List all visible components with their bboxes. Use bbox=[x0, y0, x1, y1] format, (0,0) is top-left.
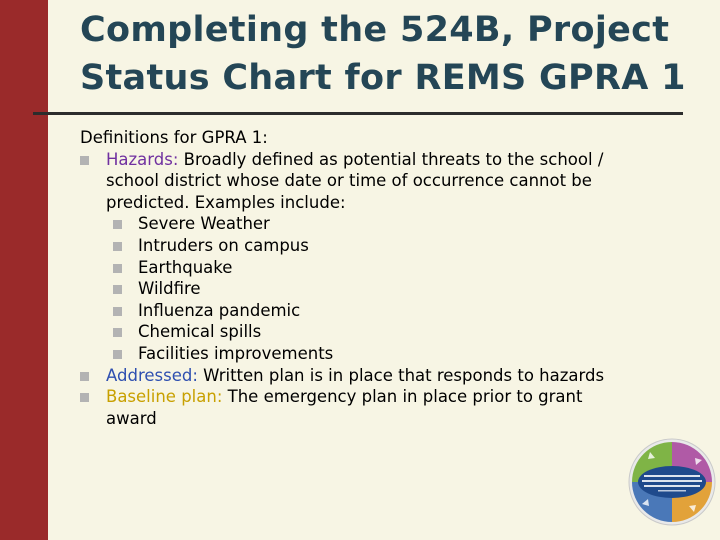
square-bullet-icon bbox=[113, 220, 122, 229]
example-label: Influenza pandemic bbox=[138, 300, 301, 320]
definitions-body bbox=[80, 127, 680, 429]
addressed-definition: Written plan is in place that responds to hazards bbox=[197, 365, 605, 385]
left-accent-bar bbox=[0, 0, 48, 540]
list-item-hazards bbox=[80, 149, 680, 171]
baseline-definition-2: award bbox=[106, 408, 157, 428]
square-bullet-icon bbox=[113, 242, 122, 251]
rems-logo-icon bbox=[628, 438, 716, 526]
square-bullet-icon bbox=[113, 350, 122, 359]
example-label: Earthquake bbox=[138, 257, 233, 277]
list-item-example bbox=[80, 257, 680, 279]
hazards-definition-2: school district whose date or time of occurrence cannot be bbox=[106, 171, 592, 191]
hazards-term: Hazards: bbox=[106, 149, 179, 169]
list-item-baseline bbox=[80, 386, 680, 408]
list-item-addressed bbox=[80, 365, 680, 387]
list-item-example bbox=[80, 235, 680, 257]
example-label: Intruders on campus bbox=[138, 235, 309, 255]
square-bullet-icon bbox=[113, 307, 122, 316]
list-item-example bbox=[80, 321, 680, 343]
list-item-example bbox=[80, 278, 680, 300]
square-bullet-icon bbox=[113, 328, 122, 337]
square-bullet-icon bbox=[113, 264, 122, 273]
list-item-example bbox=[80, 343, 680, 365]
title-line-2: Status Chart for REMS GPRA 1 bbox=[80, 58, 686, 98]
title-divider bbox=[33, 112, 683, 115]
slide-title bbox=[80, 6, 700, 102]
example-label: Severe Weather bbox=[138, 214, 270, 234]
title-line-1: Completing the 524B, Project bbox=[80, 10, 670, 50]
example-label: Chemical spills bbox=[138, 322, 262, 342]
square-bullet-icon bbox=[80, 393, 89, 402]
square-bullet-icon bbox=[113, 285, 122, 294]
addressed-term: Addressed: bbox=[106, 365, 198, 385]
list-item-example bbox=[80, 213, 680, 235]
list-item-example bbox=[80, 300, 680, 322]
hazards-definition-3: predicted. Examples include: bbox=[106, 192, 346, 212]
example-label: Wildfire bbox=[138, 279, 201, 299]
hazards-definition-1: Broadly defined as potential threats to the school / bbox=[178, 149, 604, 169]
square-bullet-icon bbox=[80, 372, 89, 381]
baseline-term: Baseline plan: bbox=[106, 387, 223, 407]
intro-line: Definitions for GPRA 1: bbox=[80, 128, 268, 147]
example-label: Facilities improvements bbox=[138, 343, 334, 363]
square-bullet-icon bbox=[80, 156, 89, 165]
baseline-definition-1: The emergency plan in place prior to grant bbox=[222, 387, 583, 407]
